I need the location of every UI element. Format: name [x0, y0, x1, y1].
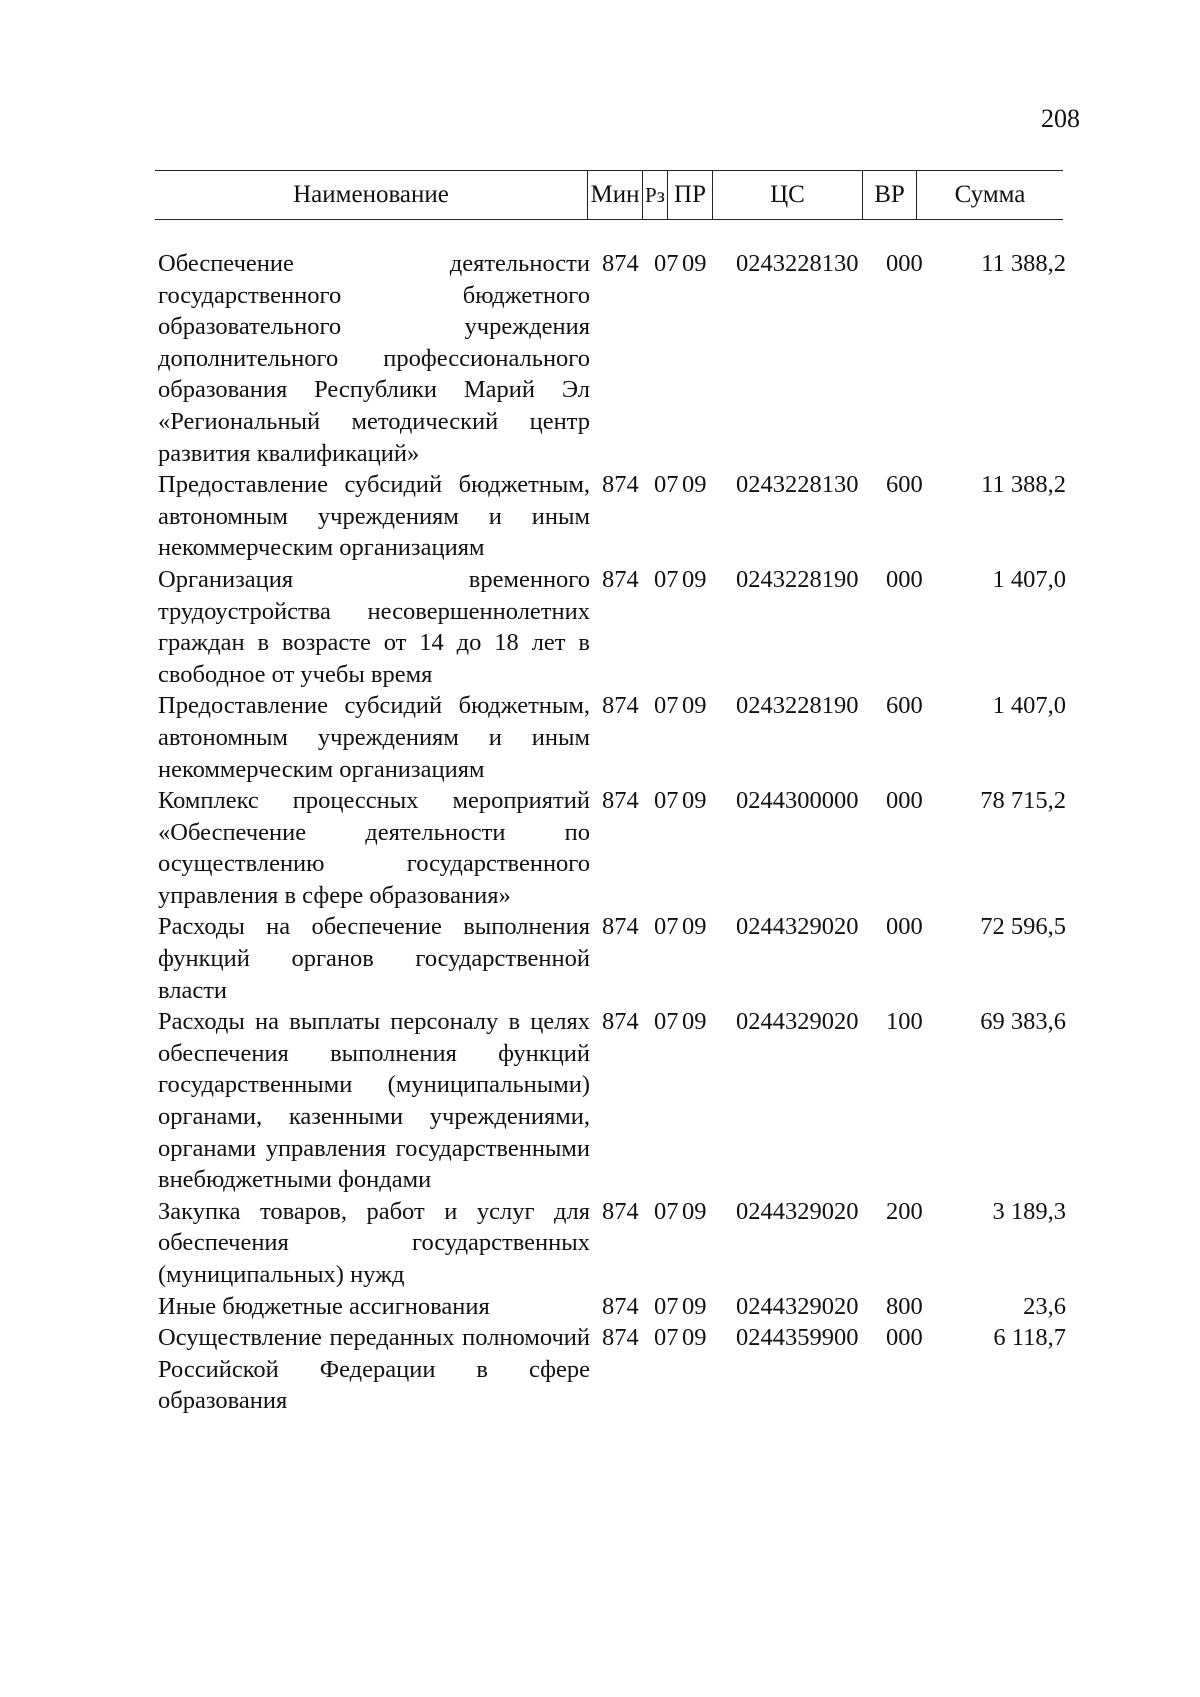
row-sum: 1 407,0: [992, 692, 1066, 720]
table-row: [158, 785, 1066, 911]
row-rz: 07: [654, 250, 679, 277]
row-cs: 0243228190: [736, 565, 859, 593]
table-body: [158, 248, 1066, 1417]
row-min: 874: [602, 1008, 639, 1036]
row-sum: 3 189,3: [992, 1197, 1066, 1225]
row-pr: 09: [682, 565, 707, 593]
header-rz: Рз: [642, 171, 667, 219]
row-min: 874: [602, 1197, 639, 1225]
row-min: 874: [602, 787, 639, 815]
row-cs: 0244329020: [736, 1197, 859, 1225]
row-sum: 72 596,5: [980, 913, 1066, 941]
row-pr: 09: [682, 471, 707, 499]
row-name: Предоставление субсидий бюджетным, автономным учреждениям и иным некоммерческим организациям: [158, 471, 590, 562]
row-min: 874: [602, 565, 639, 593]
row-min: 874: [602, 471, 639, 499]
table-row: [158, 1291, 1066, 1323]
row-name: Расходы на выплаты персоналу в целях обеспечения выполнения функций государственными (муниципальными) органами, казенными учреждениями, органами управления государственными внебюджетными фондами: [158, 1008, 590, 1194]
row-rz: 07: [654, 1292, 679, 1320]
row-vr: 200: [886, 1197, 923, 1225]
row-pr: 09: [682, 250, 707, 277]
row-rz: 07: [654, 1324, 679, 1352]
row-sum: 69 383,6: [980, 1008, 1066, 1036]
row-cs: 0243228130: [736, 250, 859, 277]
row-min: 874: [602, 250, 639, 277]
row-sum: 11 388,2: [981, 250, 1066, 277]
row-sum: 6 118,7: [993, 1324, 1066, 1352]
row-vr: 800: [886, 1292, 923, 1320]
row-vr: 000: [886, 250, 923, 277]
row-min: 874: [602, 913, 639, 941]
row-name: Расходы на обеспечение выполнения функций органов государственной власти: [158, 913, 590, 1004]
row-vr: 000: [886, 1324, 923, 1352]
table-row: [158, 564, 1066, 690]
row-rz: 07: [654, 1197, 679, 1225]
header-sum: Сумма: [954, 181, 1026, 208]
row-rz: 07: [654, 565, 679, 593]
row-rz: 07: [654, 787, 679, 815]
table-row: [158, 911, 1066, 1006]
row-pr: 09: [682, 787, 707, 815]
row-pr: 09: [682, 1324, 707, 1352]
row-rz: 07: [654, 1008, 679, 1036]
row-name: Комплекс процессных мероприятий «Обеспечение деятельности по осуществлению государственного управления в сфере образования»: [158, 787, 590, 909]
row-pr: 09: [682, 692, 707, 720]
row-rz: 07: [654, 692, 679, 720]
row-pr: 09: [682, 1197, 707, 1225]
row-cs: 0243228190: [736, 692, 859, 720]
row-vr: 000: [886, 787, 923, 815]
row-cs: 0244300000: [736, 787, 859, 815]
page-number: 208: [1041, 104, 1080, 133]
row-name: Иные бюджетные ассигнования: [158, 1292, 490, 1320]
table-row: [158, 248, 1066, 469]
row-pr: 09: [682, 1008, 707, 1036]
row-rz: 07: [654, 913, 679, 941]
row-cs: 0244329020: [736, 913, 859, 941]
table-row: [158, 469, 1066, 564]
header-pr: ПР: [667, 171, 712, 219]
row-cs: 0243228130: [736, 471, 859, 499]
table-row: [158, 1322, 1066, 1417]
row-sum: 23,6: [1023, 1292, 1066, 1320]
table-row: [158, 690, 1066, 785]
row-sum: 78 715,2: [980, 787, 1066, 815]
row-name: Закупка товаров, работ и услуг для обеспечения государственных (муниципальных) нужд: [158, 1197, 590, 1288]
table-row: [158, 1006, 1066, 1196]
row-min: 874: [602, 692, 639, 720]
row-name: Осуществление переданных полномочий Российской Федерации в сфере образования: [158, 1324, 590, 1415]
table-header: [155, 170, 1063, 220]
row-name: Организация временного трудоустройства несовершеннолетних граждан в возрасте от 14 до 18 лет в свободное от учебы время: [158, 565, 590, 688]
row-vr: 000: [886, 565, 923, 593]
row-min: 874: [602, 1292, 639, 1320]
row-vr: 600: [886, 692, 923, 720]
row-pr: 09: [682, 913, 707, 941]
row-cs: 0244329020: [736, 1292, 859, 1320]
row-name: Обеспечение деятельности государственного бюджетного образовательного учреждения дополнительного профессионального образования Республики Марий Эл «Региональный методический центр развития квалификаций»: [158, 250, 590, 467]
row-sum: 11 388,2: [981, 471, 1066, 499]
row-vr: 000: [886, 913, 923, 941]
row-vr: 600: [886, 471, 923, 499]
row-pr: 09: [682, 1292, 707, 1320]
row-cs: 0244359900: [736, 1324, 859, 1352]
row-sum: 1 407,0: [992, 565, 1066, 593]
table-row: [158, 1196, 1066, 1291]
row-name: Предоставление субсидий бюджетным, автономным учреждениям и иным некоммерческим организациям: [158, 692, 590, 783]
header-vr: ВР: [862, 171, 917, 219]
header-cs: ЦС: [712, 171, 862, 219]
row-min: 874: [602, 1324, 639, 1352]
row-rz: 07: [654, 471, 679, 499]
header-min: Мин: [587, 171, 642, 219]
row-vr: 100: [886, 1008, 923, 1036]
row-cs: 0244329020: [736, 1008, 859, 1036]
header-name: Наименование: [293, 181, 449, 208]
